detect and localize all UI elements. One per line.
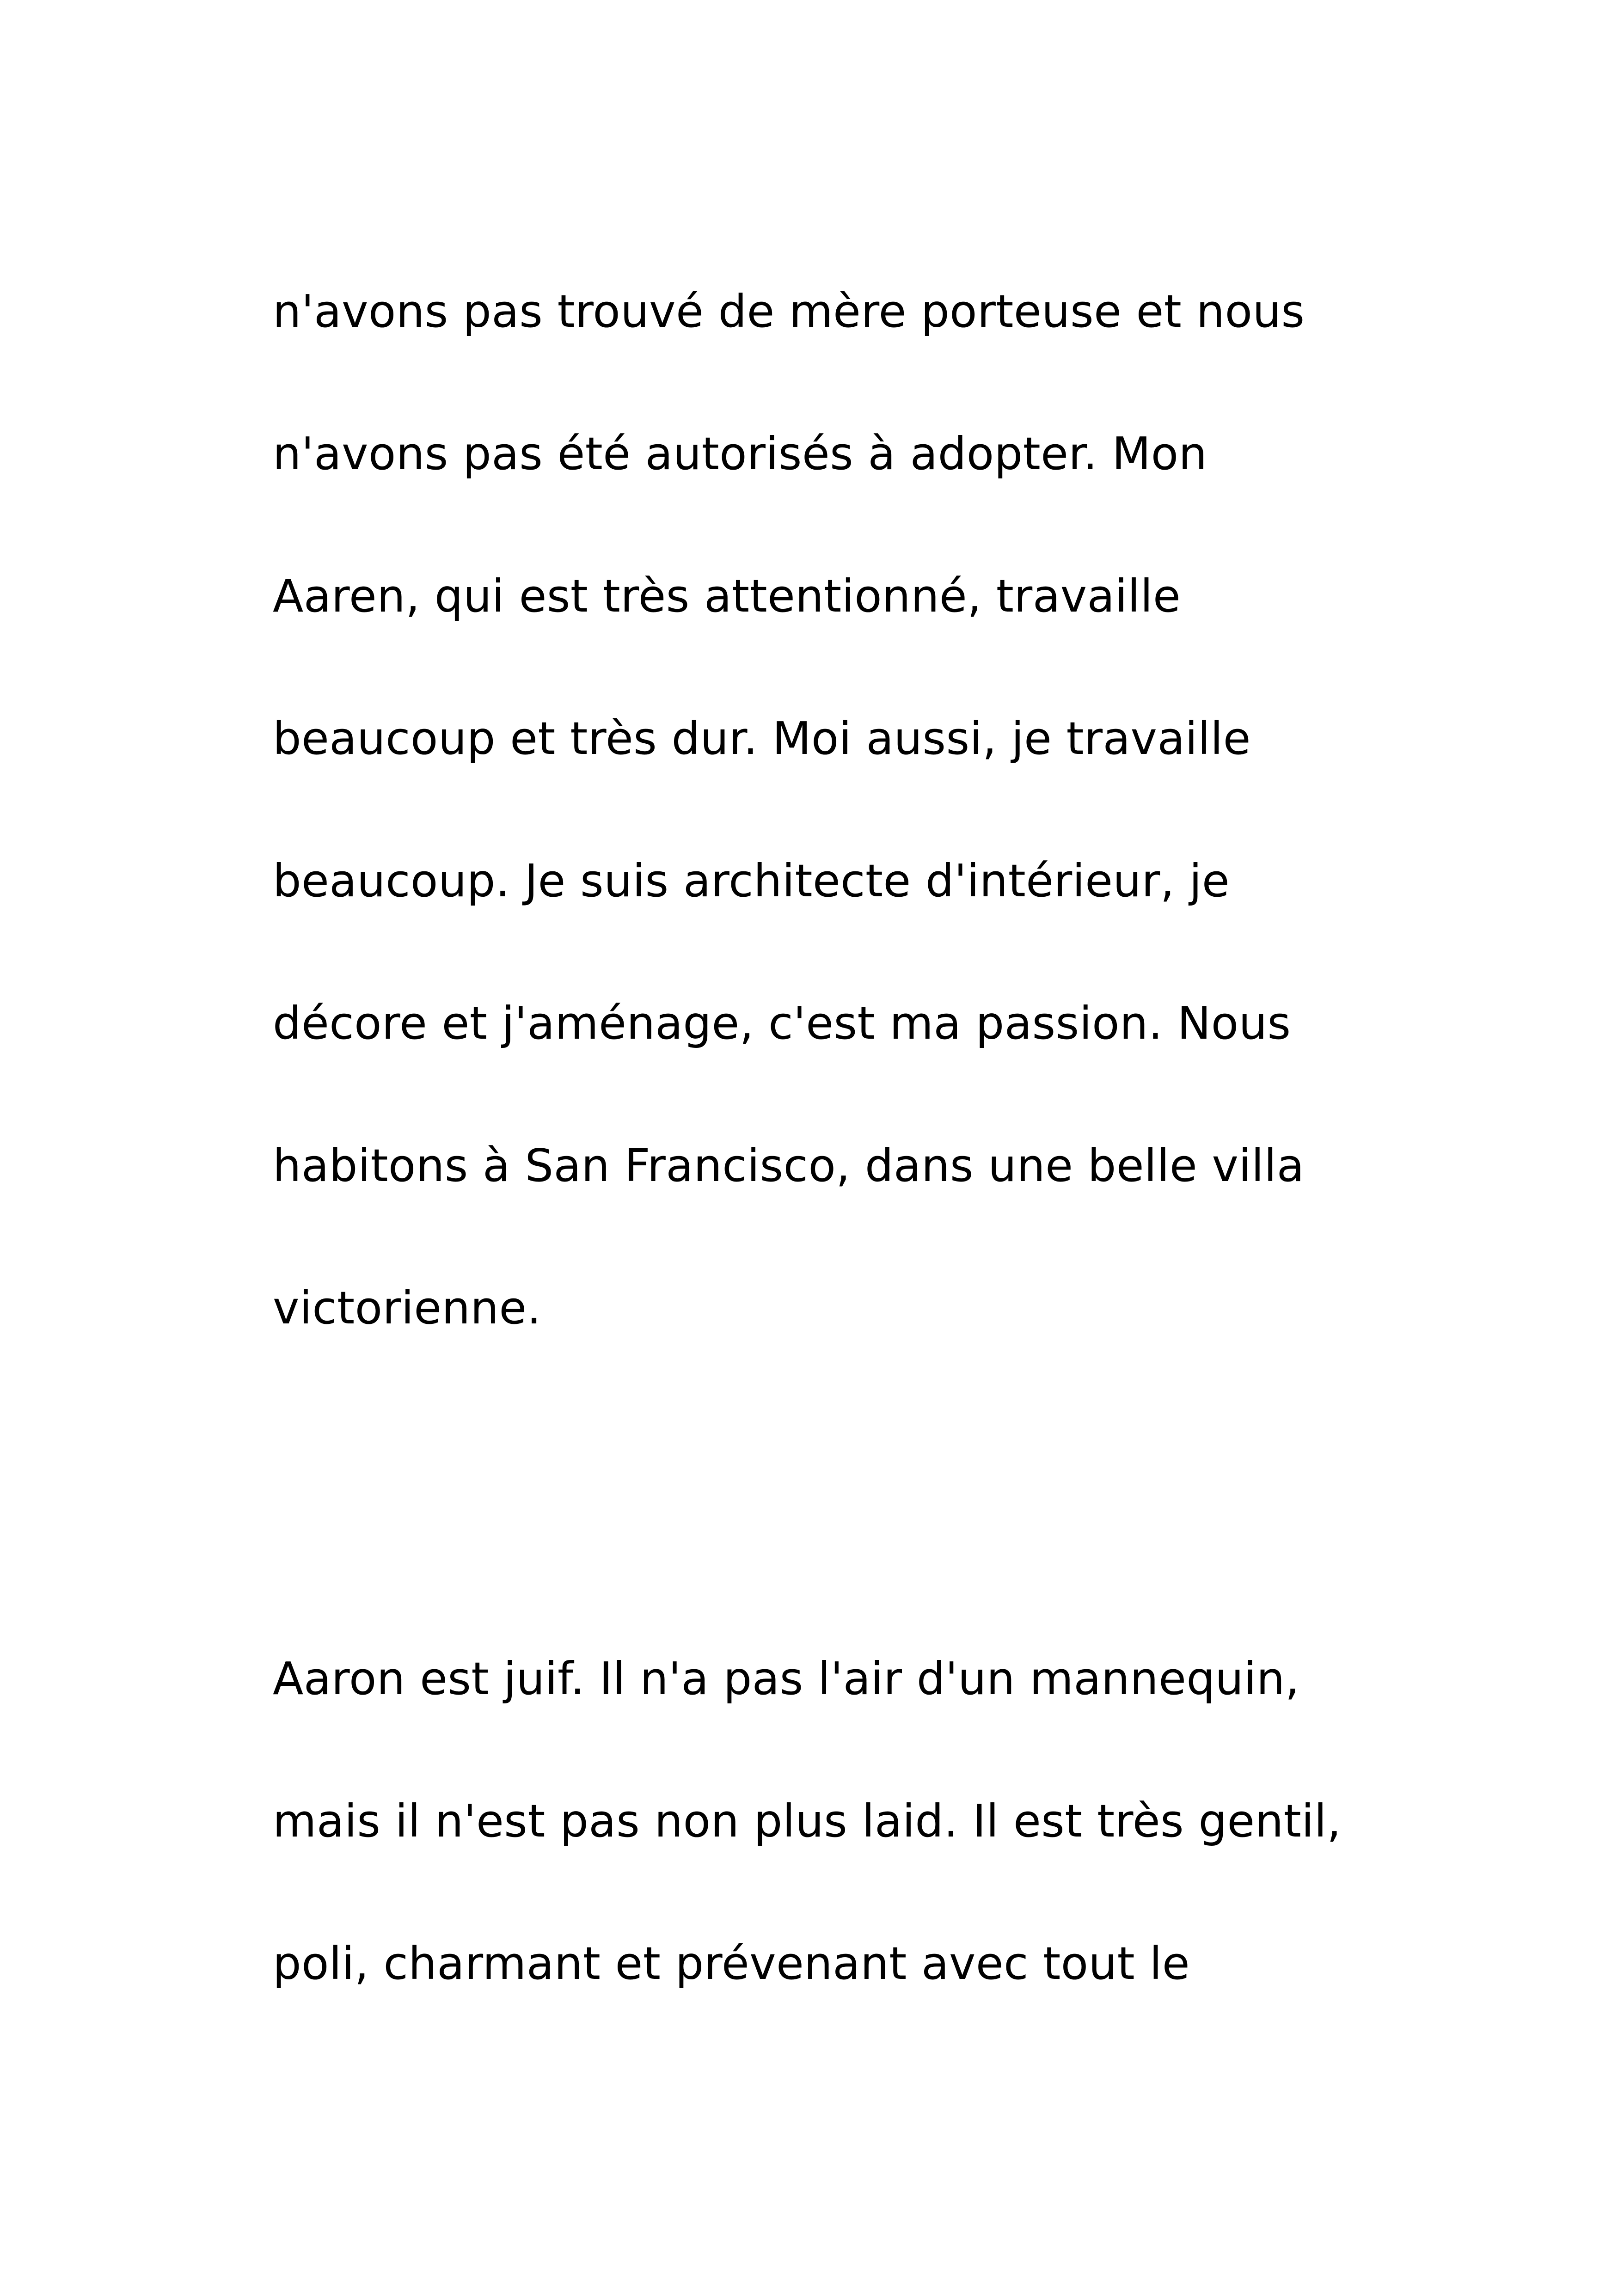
text-line: Aaron est juif. Il n'a pas l'air d'un mannequin, [273,1653,1300,1705]
text-line: poli, charmant et prévenant avec tout le [273,1937,1190,1990]
paragraph [273,1608,1428,2035]
text-line: décore et j'aménage, c'est ma passion. Nous [273,997,1291,1049]
text-line: habitons à San Francisco, dans une belle villa [273,1139,1305,1192]
text-line: beaucoup. Je suis architecte d'intérieur, je [273,855,1230,907]
text-line: victorienne. [273,1282,542,1334]
text-line: n'avons pas trouvé de mère porteuse et nous [273,285,1305,337]
text-line: Aaren, qui est très attentionné, travaille [273,570,1181,622]
paragraph [273,240,1428,1379]
text-line: n'avons pas été autorisés à adopter. Mon [273,428,1207,480]
text-line: mais il n'est pas non plus laid. Il est très gentil, [273,1795,1342,1847]
text-line: beaucoup et très dur. Moi aussi, je travaille [273,712,1251,765]
